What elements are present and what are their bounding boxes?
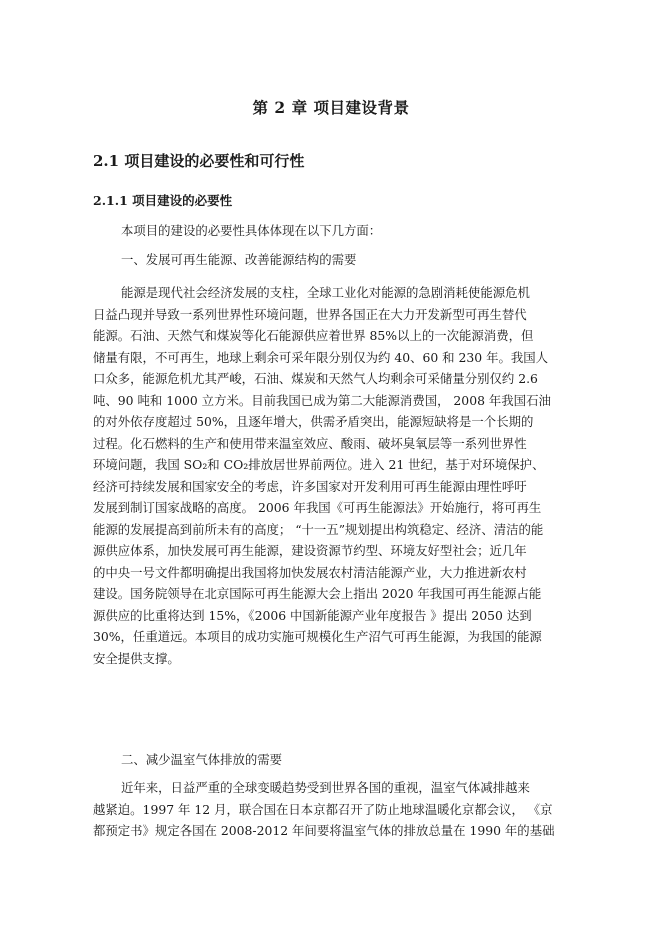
paragraph-line: 源供应体系，加快发展可再生能源，建设资源节约型、环境友好型社会；近几年 bbox=[93, 543, 527, 558]
paragraph-line: 越紧迫。1997 年 12 月，联合国在日本京都召开了防止地球温暖化京都会议， 《京 bbox=[93, 801, 553, 817]
paragraph-line: 储量有限，不可再生，地球上剩余可采年限分别仅为约 40、60 和 230 年。我国人 bbox=[93, 349, 549, 365]
subsection-title: 2.1.1 项目建设的必要性 bbox=[93, 193, 233, 208]
paragraph-energy bbox=[93, 282, 571, 669]
paragraph-greenhouse bbox=[93, 777, 571, 842]
paragraph-line: 的中央一号文件都明确提出我国将加快发展农村清洁能源产业，大力推进新农村 bbox=[93, 564, 527, 580]
paragraph-line: 过程。化石燃料的生产和使用带来温室效应、酸雨、破坏臭氧层等一系列世界性 bbox=[93, 435, 527, 451]
item2-heading: 二、减少温室气体排放的需要 bbox=[121, 752, 283, 767]
paragraph-line: 能源。石油、天然气和煤炭等化石能源供应着世界 85%以上的一次能源消费，但 bbox=[93, 328, 534, 343]
intro-paragraph: 本项目的建设的必要性具体体现在以下几方面： bbox=[121, 223, 382, 238]
paragraph-line: 口众多，能源危机尤其严峻，石油、煤炭和天然气人均剩余可采储量分别仅约 2.6 bbox=[93, 371, 538, 386]
paragraph-line: 能源的发展提高到前所未有的高度； “十一五”规划提出构筑稳定、经济、清洁的能 bbox=[93, 521, 544, 537]
paragraph-line: 能源是现代社会经济发展的支柱，全球工业化对能源的急剧消耗使能源危机 bbox=[121, 285, 530, 300]
section-title: 2.1 项目建设的必要性和可行性 bbox=[93, 152, 305, 170]
paragraph-line: 经济可持续发展和国家安全的考虑，许多国家对开发利用可再生能源由理性呼吁 bbox=[93, 478, 527, 494]
paragraph-line: 日益凸现并导致一系列世界性环境问题，世界各国正在大力开发新型可再生替代 bbox=[93, 306, 527, 322]
paragraph-line: 建设。国务院领导在北京国际可再生能源大会上指出 2020 年我国可再生能源占能 bbox=[93, 586, 542, 601]
item1-heading: 一、发展可再生能源、改善能源结构的需要 bbox=[121, 252, 357, 267]
paragraph-line: 发展到制订国家战略的高度。 2006 年我国《可再生能源法》开始施行，将可再生 bbox=[93, 500, 542, 515]
paragraph-line: 吨、90 吨和 1000 立方米。目前我国已成为第二大能源消费国， 2008 年我国石油 bbox=[93, 392, 551, 408]
chapter-title: 第 2 章 项目建设背景 bbox=[252, 98, 410, 117]
paragraph-line: 环境问题，我国 SO₂和 CO₂排放居世界前两位。进入 21 世纪，基于对环境保护、 bbox=[93, 457, 545, 472]
paragraph-line: 的对外依存度超过 50%，且逐年增大，供需矛盾突出，能源短缺将是一个长期的 bbox=[93, 414, 534, 429]
paragraph-line: 都预定书》规定各国在 2008-2012 年间要将温室气体的排放总量在 1990 年的基础 bbox=[93, 823, 555, 838]
paragraph-line: 源供应的比重将达到 15%，《2006 中国新能源产业年度报告 》提出 2050 达到 bbox=[93, 607, 532, 623]
paragraph-line: 30%，任重道远。本项目的成功实施可规模化生产沼气可再生能源，为我国的能源 bbox=[93, 629, 542, 644]
paragraph-line: 安全提供支撑。 bbox=[93, 650, 180, 666]
paragraph-line: 近年来，日益严重的全球变暖趋势受到世界各国的重视，温室气体减排越来 bbox=[121, 780, 530, 795]
